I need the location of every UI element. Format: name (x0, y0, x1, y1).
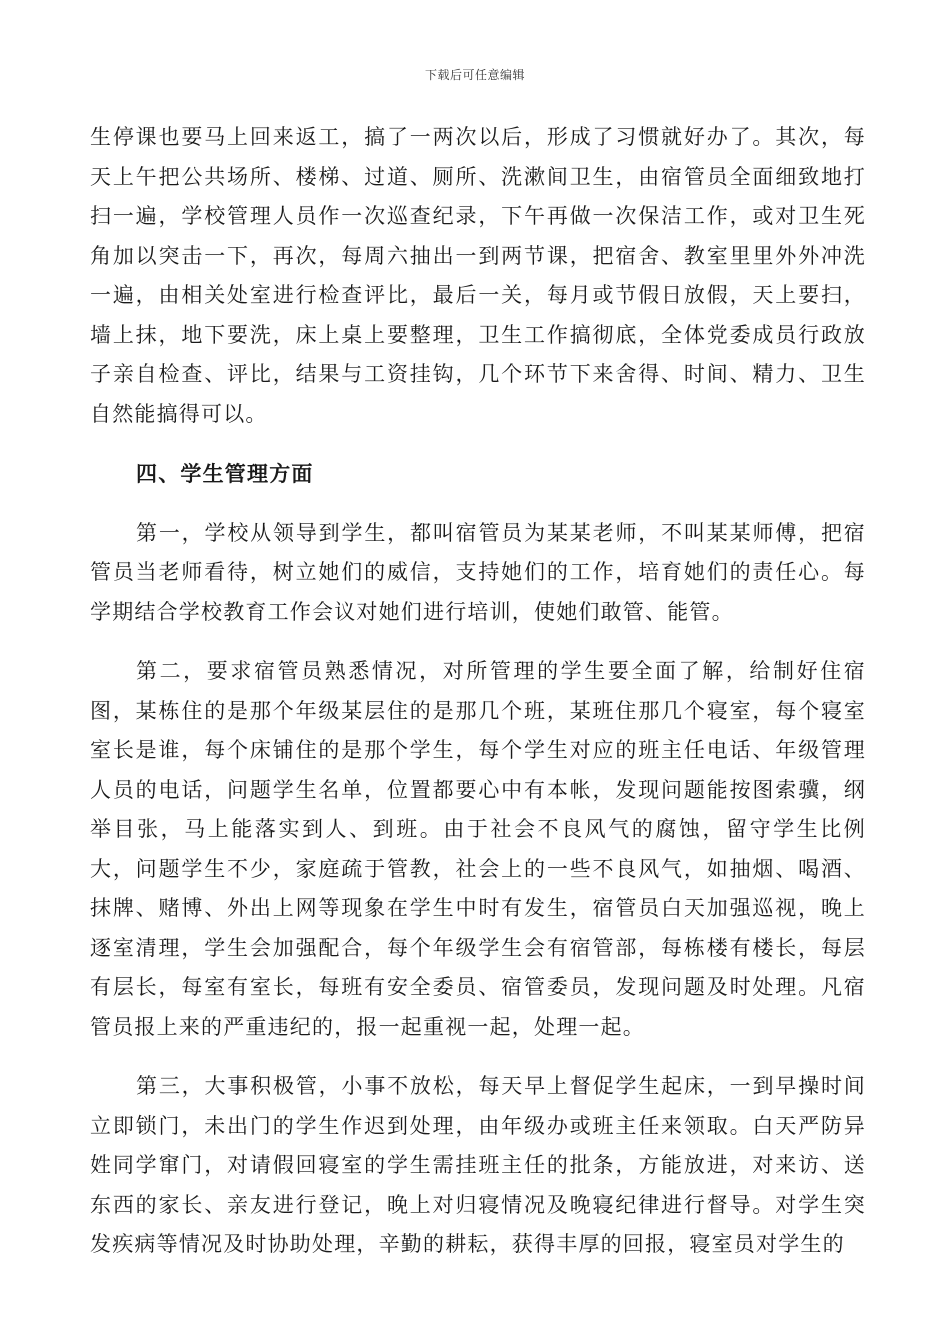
document-body (90, 118, 866, 1265)
paragraph-second: 第二，要求宿管员熟悉情况，对所管理的学生要全面了解，给制好住宿图，某栋住的是那个年级某层住的是那几个班，某班住那几个寝室，每个寝室室长是谁，每个床铺住的是那个学生，每个学生对应的班主任电话、年级管理人员的电话，问题学生名单，位置都要心中有本帐，发现问题能按图索骥，纲举目张，马上能落实到人、到班。由于社会不良风气的腐蚀，留守学生比例大，问题学生不少，家庭疏于管教，社会上的一些不良风气，如抽烟、喝酒、抹牌、赌博、外出上网等现象在学生中时有发生，宿管员白天加强巡视，晚上逐室清理，学生会加强配合，每个年级学生会有宿管部，每栋楼有楼长，每层有层长，每室有室长，每班有安全委员、宿管委员，发现问题及时处理。凡宿管员报上来的严重违纪的，报一起重视一起，处理一起。 (90, 659, 866, 1039)
paragraph-first: 第一，学校从领导到学生，都叫宿管员为某某老师，不叫某某师傅，把宿管员当老师看待，树立她们的威信，支持她们的工作，培育她们的责任心。每学期结合学校教育工作会议对她们进行培训，使她们敢管、能管。 (90, 520, 866, 624)
paragraph-continuation: 生停课也要马上回来返工，搞了一两次以后，形成了习惯就好办了。其次，每天上午把公共场所、楼梯、过道、厕所、洗漱间卫生，由宿管员全面细致地打扫一遍，学校管理人员作一次巡查纪录，下午再做一次保洁工作，或对卫生死角加以突击一下，再次，每周六抽出一到两节课，把宿舍、教室里里外外冲洗一遍，由相关处室进行检查评比，最后一关，每月或节假日放假，天上要扫，墙上抹，地下要洗，床上桌上要整理，卫生工作搞彻底，全体党委成员行政放子亲自检查、评比，结果与工资挂钩，几个环节下来舍得、时间、精力、卫生自然能搞得可以。 (90, 125, 866, 426)
section-heading: 四、学生管理方面 (136, 461, 314, 486)
paragraph-third: 第三，大事积极管，小事不放松，每天早上督促学生起床，一到早操时间立即锁门，未出门的学生作迟到处理，由年级办或班主任来领取。白天严防异姓同学窜门，对请假回寝室的学生需挂班主任的批条，方能放进，对来访、送东西的家长、亲友进行登记，晚上对归寝情况及晚寝纪律进行督导。对学生突发疾病等情况及时协助处理，辛勤的耕耘，获得丰厚的回报，寝室员对学生的 (90, 1074, 866, 1256)
page-header: 下载后可任意编辑 (424, 68, 525, 82)
